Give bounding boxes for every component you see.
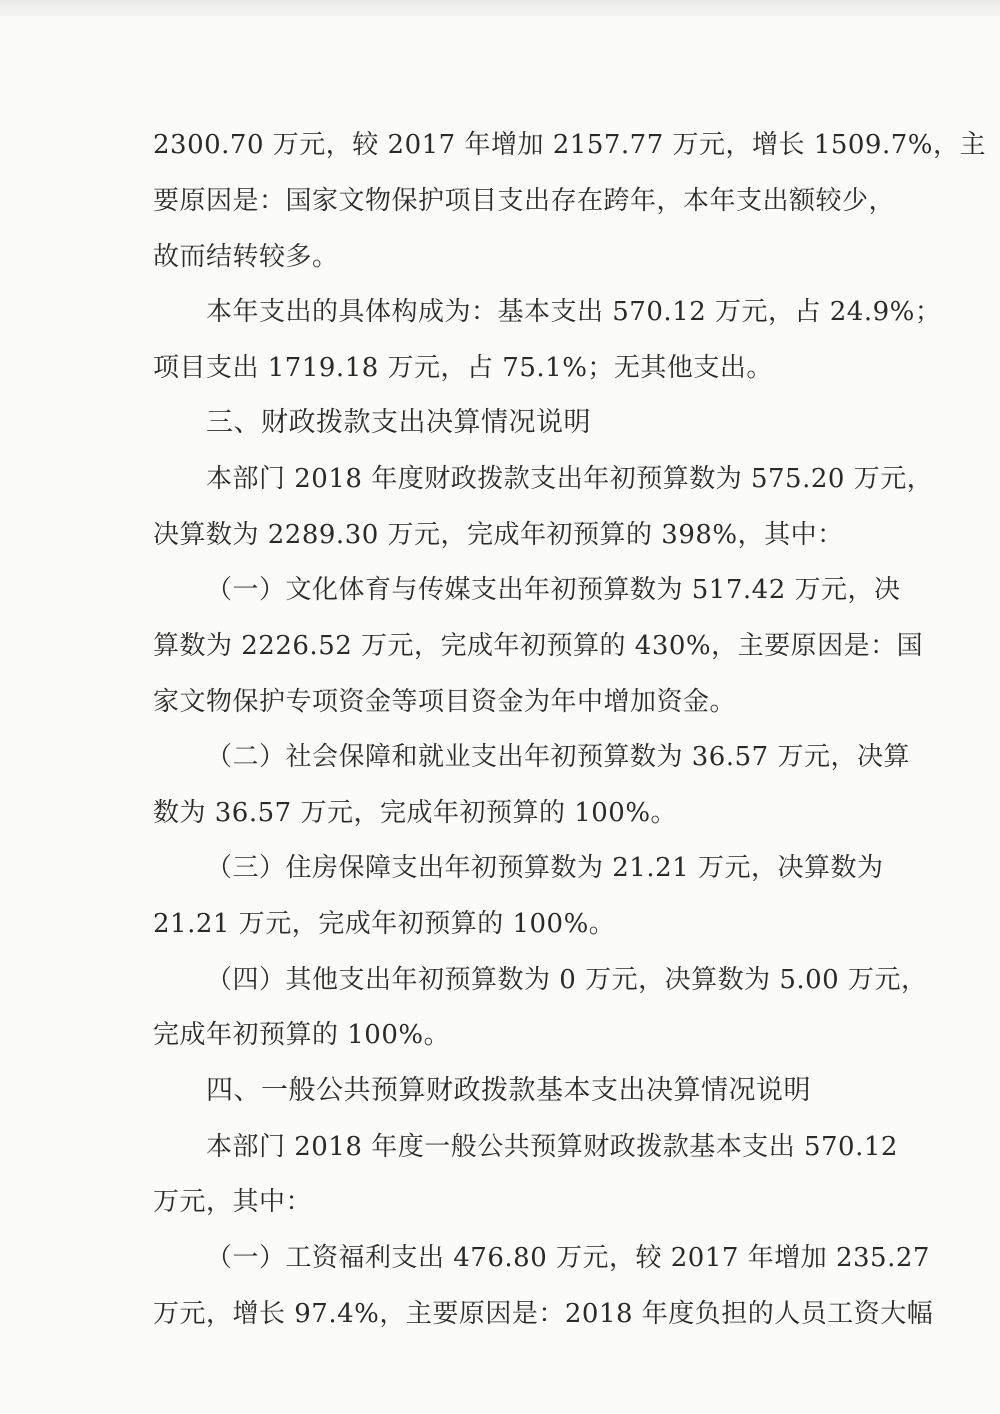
paragraph-line: 万元，其中： xyxy=(153,1187,313,1217)
paragraph-line: 本部门 2018 年度财政拨款支出年初预算数为 575.20 万元， xyxy=(206,464,934,494)
list-item-line: 数为 36.57 万元，完成年初预算的 100%。 xyxy=(153,798,678,828)
paragraph-line: 故而结转较多。 xyxy=(153,242,339,272)
list-item-line: （四）其他支出年初预算数为 0 万元，决算数为 5.00 万元， xyxy=(206,965,928,995)
list-item-line: 21.21 万元，完成年初预算的 100%。 xyxy=(153,909,616,939)
list-item-line: 万元，增长 97.4%，主要原因是：2018 年度负担的人员工资大幅 xyxy=(153,1299,934,1329)
paragraph-line: 项目支出 1719.18 万元，占 75.1%；无其他支出。 xyxy=(153,353,773,383)
list-item-line: （三）住房保障支出年初预算数为 21.21 万元，决算数为 xyxy=(206,853,884,883)
list-item-line: （二）社会保障和就业支出年初预算数为 36.57 万元，决算 xyxy=(206,742,910,772)
paragraph-line: 本年支出的具体构成为：基本支出 570.12 万元，占 24.9%； xyxy=(206,297,942,327)
list-item-line: （一）工资福利支出 476.80 万元，较 2017 年增加 235.27 xyxy=(206,1243,930,1273)
paragraph-line: 本部门 2018 年度一般公共预算财政拨款基本支出 570.12 xyxy=(206,1132,898,1162)
list-item-line: 完成年初预算的 100%。 xyxy=(153,1020,451,1050)
scan-edge xyxy=(0,0,1000,16)
paragraph-line: 决算数为 2289.30 万元，完成年初预算的 398%，其中： xyxy=(153,520,844,550)
list-item-line: （一）文化体育与传媒支出年初预算数为 517.42 万元，决 xyxy=(206,575,901,605)
list-item-line: 算数为 2226.52 万元，完成年初预算的 430%，主要原因是：国 xyxy=(153,631,924,661)
paragraph-line: 2300.70 万元，较 2017 年增加 2157.77 万元，增长 1509.7%，主 xyxy=(153,130,986,160)
section-heading: 三、财政拨款支出决算情况说明 xyxy=(206,407,591,438)
paragraph-line: 要原因是：国家文物保护项目支出存在跨年，本年支出额较少， xyxy=(153,186,896,216)
list-item-line: 家文物保护专项资金等项目资金为年中增加资金。 xyxy=(153,687,737,717)
section-heading: 四、一般公共预算财政拨款基本支出决算情况说明 xyxy=(206,1075,811,1106)
